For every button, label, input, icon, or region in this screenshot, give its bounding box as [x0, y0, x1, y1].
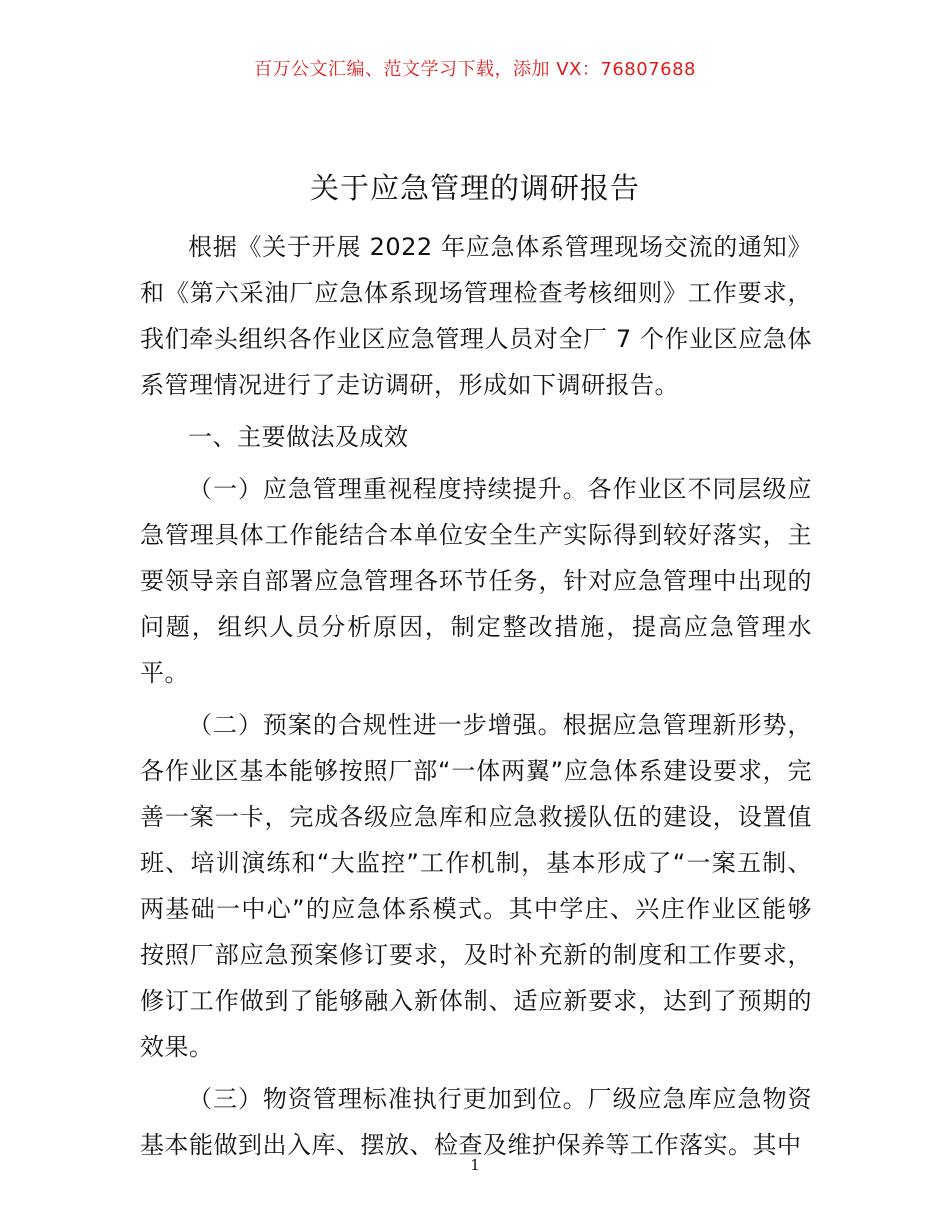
paragraph-item-1: （一）应急管理重视程度持续提升。各作业区不同层级应急管理具体工作能结合本单位安全生产实际得到较好落实，主要领导亲自部署应急管理各环节任务，针对应急管理中出现的问题，组织人员分析原因，制定整改措施，提高应急管理水平。 — [140, 475, 812, 687]
paragraph-intro: 根据《关于开展 2022 年应急体系管理现场交流的通知》和《第六采油厂应急体系现场管理检查考核细则》工作要求，我们牵头组织各作业区应急管理人员对全厂 7 个作业区应急体系管理情况进行了走访调研，形成如下调研报告。 — [140, 233, 812, 399]
paragraph-item-3: （三）物资管理标准执行更加到位。厂级应急库应急物资基本能做到出入库、摆放、检查及维护保养等工作落实。其中 — [140, 1085, 812, 1159]
document-body — [140, 224, 812, 1174]
paragraph-item-2: （二）预案的合规性进一步增强。根据应急管理新形势，各作业区基本能够按照厂部“一体两翼”应急体系建设要求，完善一案一卡，完成各级应急库和应急救援队伍的建设，设置值班、培训演练和“大监控”工作机制，基本形成了“一案五制、两基础一中心”的应急体系模式。其中学庄、兴庄作业区能够按照厂部应急预案修订要求，及时补充新的制度和工作要求，修订工作做到了能够融入新体制、适应新要求，达到了预期的效果。 — [140, 711, 812, 1061]
document-title: 关于应急管理的调研报告 — [309, 171, 640, 205]
page-number: 1 — [470, 1156, 480, 1174]
header-promo-note: 百万公文汇编、范文学习下载，添加 VX：76807688 — [254, 59, 696, 80]
section-heading-main-practices: 一、主要做法及成效 — [188, 423, 409, 451]
